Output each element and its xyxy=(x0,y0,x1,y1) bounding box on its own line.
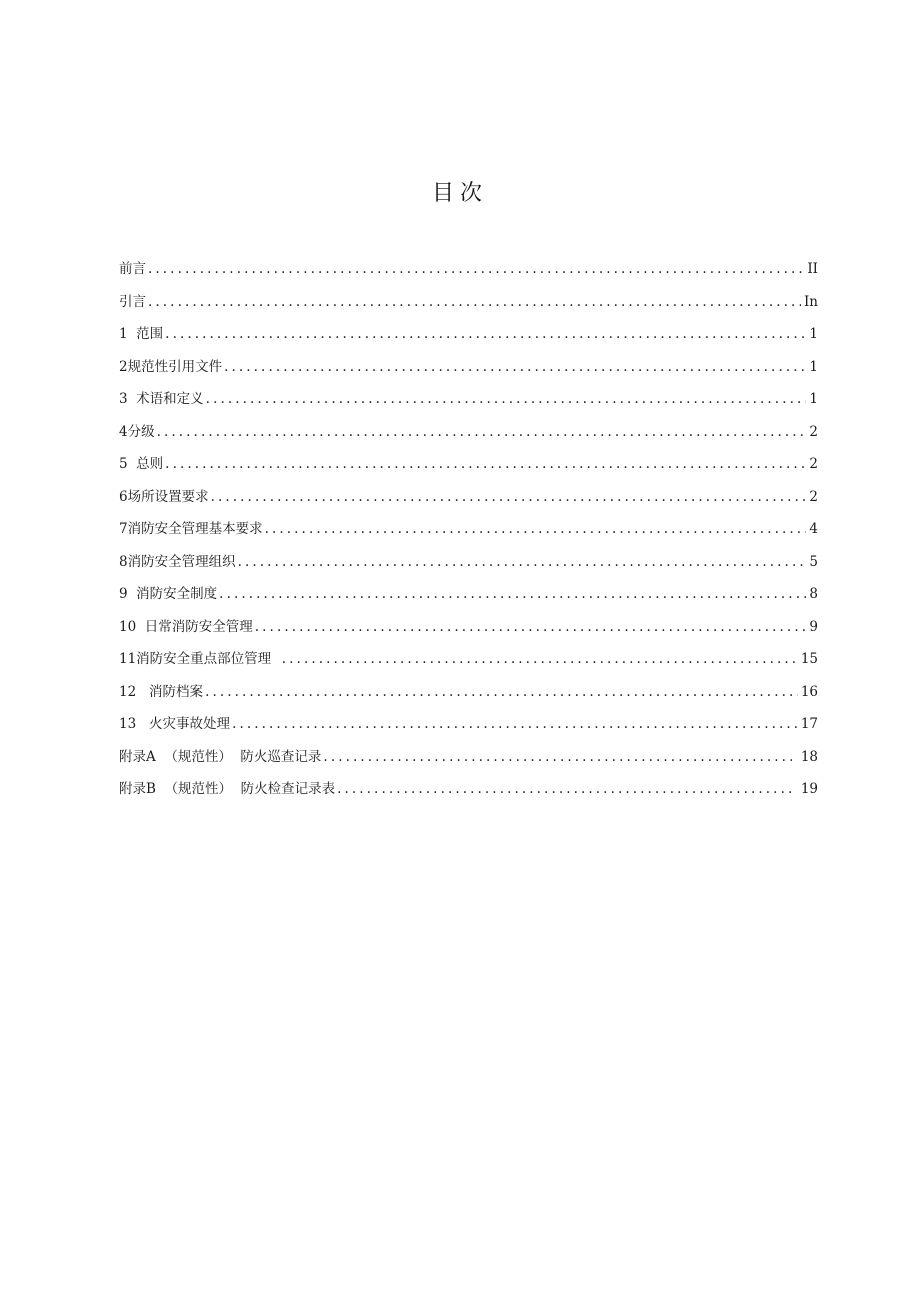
toc-leader-dots xyxy=(323,747,791,767)
toc-leader-dots xyxy=(157,422,807,442)
toc-leader-dots xyxy=(219,584,806,604)
table-of-contents xyxy=(119,259,818,812)
toc-entry-label: 9 消防安全制度 xyxy=(119,586,218,602)
toc-entry-label: 8消防安全管理组织 xyxy=(119,553,236,570)
toc-page-number: 19 xyxy=(800,781,818,797)
toc-entry-safety-system[interactable] xyxy=(119,584,818,617)
toc-entry-label: 12 消防档案 xyxy=(119,683,204,700)
toc-entry-basic-requirements[interactable] xyxy=(119,519,818,552)
toc-entry-key-areas[interactable] xyxy=(119,649,818,682)
toc-page-number: 1 xyxy=(809,358,818,375)
toc-entry-label: 4分级 xyxy=(119,423,155,440)
toc-entry-label: 1 范围 xyxy=(119,326,164,342)
toc-entry-introduction[interactable] xyxy=(119,292,818,325)
toc-page-number: II xyxy=(807,261,818,277)
toc-entry-label: 13 火灾事故处理 xyxy=(119,716,231,732)
toc-page-number: 16 xyxy=(800,683,818,700)
toc-entry-label: 7消防安全管理基本要求 xyxy=(119,521,263,537)
toc-leader-dots xyxy=(148,259,804,279)
toc-page-number: 1 xyxy=(809,391,818,407)
toc-entry-label: 附录A （规范性） 防火巡查记录 xyxy=(119,748,322,765)
toc-entry-label: 前言 xyxy=(119,261,146,277)
toc-page-number: 17 xyxy=(800,716,818,732)
toc-leader-dots xyxy=(165,324,806,344)
toc-page-number: 9 xyxy=(809,618,818,635)
toc-leader-dots xyxy=(238,552,807,572)
toc-leader-dots xyxy=(206,389,807,409)
toc-entry-terms-definitions[interactable] xyxy=(119,389,818,422)
toc-entry-organization[interactable] xyxy=(119,552,818,585)
toc-entry-classification[interactable] xyxy=(119,422,818,455)
toc-page-number: 15 xyxy=(800,651,818,667)
toc-page-number: 2 xyxy=(809,423,818,440)
toc-entry-label: 3 术语和定义 xyxy=(119,391,204,407)
toc-entry-label: 11消防安全重点部位管理 xyxy=(119,651,280,667)
toc-page-number: 2 xyxy=(809,456,818,472)
toc-entry-normative-references[interactable] xyxy=(119,357,818,390)
toc-leader-dots xyxy=(265,519,807,539)
toc-leader-dots xyxy=(165,454,806,474)
toc-entry-label: 10 日常消防安全管理 xyxy=(119,618,253,635)
toc-leader-dots xyxy=(205,682,798,702)
toc-entry-label: 引言 xyxy=(119,293,146,310)
toc-entry-label: 6场所设置要求 xyxy=(119,488,209,505)
toc-entry-foreword[interactable] xyxy=(119,259,818,292)
toc-page-number: 4 xyxy=(809,521,818,537)
toc-page-number: 18 xyxy=(800,748,818,765)
toc-page-number: 1 xyxy=(809,326,818,342)
toc-entry-appendix-a[interactable] xyxy=(119,747,818,780)
toc-entry-daily-management[interactable] xyxy=(119,617,818,650)
toc-page-number: In xyxy=(803,293,818,310)
toc-leader-dots xyxy=(211,487,807,507)
toc-entry-archives[interactable] xyxy=(119,682,818,715)
toc-entry-scope[interactable] xyxy=(119,324,818,357)
toc-page-number: 2 xyxy=(809,488,818,505)
toc-entry-label: 2规范性引用文件 xyxy=(119,358,223,375)
toc-page-number: 5 xyxy=(809,553,818,570)
toc-title: 目次 xyxy=(431,181,488,206)
toc-leader-dots xyxy=(232,714,798,734)
toc-leader-dots xyxy=(255,617,807,637)
toc-leader-dots xyxy=(224,357,806,377)
toc-leader-dots xyxy=(337,779,792,799)
toc-entry-appendix-b[interactable] xyxy=(119,779,818,812)
toc-entry-site-requirements[interactable] xyxy=(119,487,818,520)
toc-entry-general[interactable] xyxy=(119,454,818,487)
toc-entry-label: 附录B （规范性） 防火检查记录表 xyxy=(119,781,336,797)
toc-page-number: 8 xyxy=(809,586,818,602)
toc-leader-dots xyxy=(282,649,798,669)
toc-leader-dots xyxy=(148,292,801,312)
toc-entry-fire-accidents[interactable] xyxy=(119,714,818,747)
toc-entry-label: 5 总则 xyxy=(119,456,164,472)
